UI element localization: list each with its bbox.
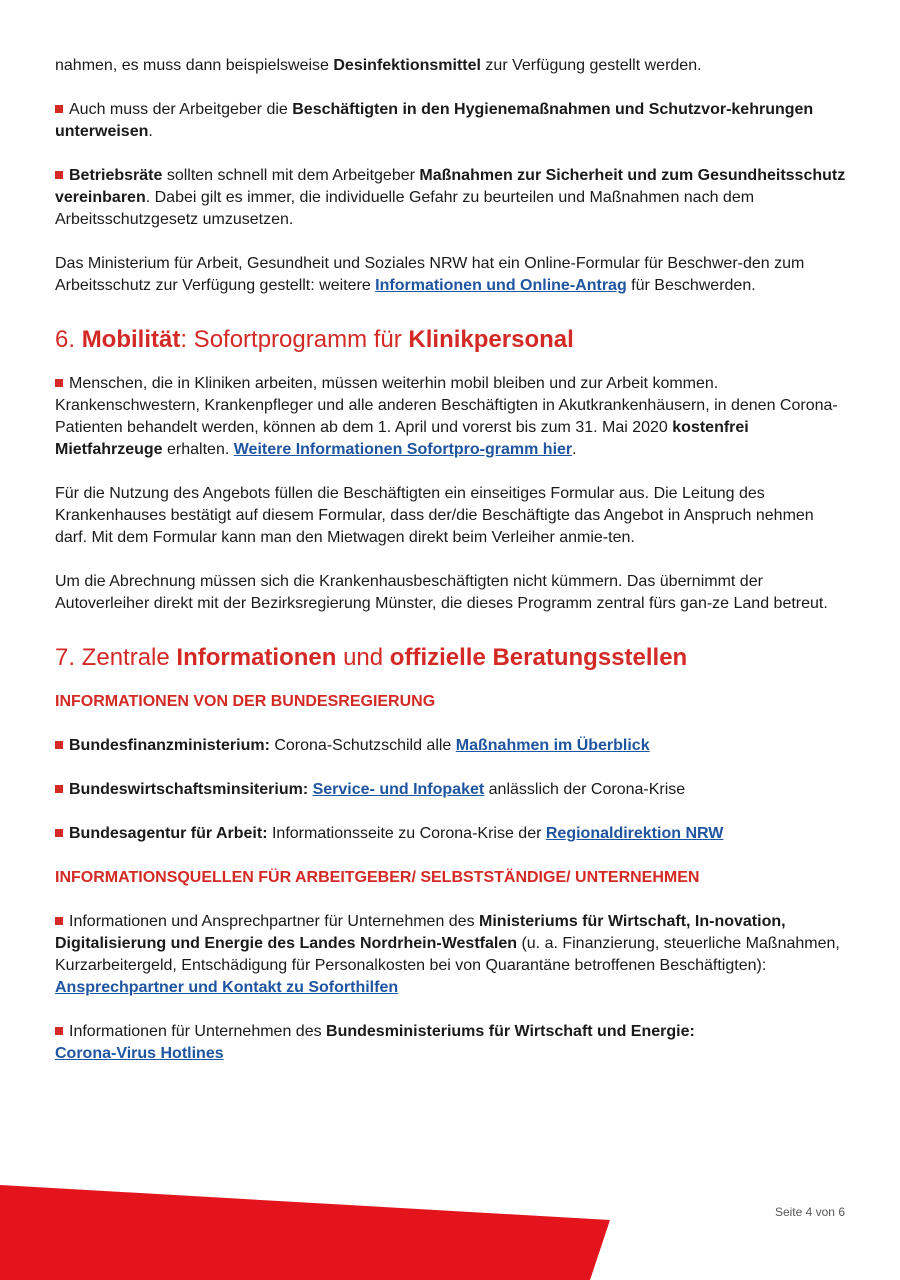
square-bullet-icon [55,105,63,113]
text: nahmen, es muss dann beispielsweise [55,57,334,74]
text: und [336,644,390,671]
bold-text: Mobilität [81,326,181,353]
text: Auch muss der Arbeitgeber die [69,101,293,118]
bullet-unterweisen [55,99,850,143]
infopaket-link[interactable]: Service- und Infopaket [312,781,485,798]
bold-text: Beschäftigten in den Hygienemaßnahmen und Schutzvor-kehrungen unterweisen [55,101,814,140]
text: zur Verfügung gestellt werden. [480,57,702,74]
text: (u. a. Finanzierung, steuerliche Maßnahmen, Kurzarbeitergeld, Entschädigung für Personalkosten bei von Quarantäne betroffenen Beschäftigten): [55,935,840,974]
square-bullet-icon [55,1027,63,1035]
square-bullet-icon [55,785,63,793]
bullet-betriebsraete [55,165,850,231]
online-antrag-link[interactable]: Informationen und Online-Antrag [375,277,627,294]
text: Informationen für Unternehmen des [69,1023,327,1040]
section-6-heading [55,325,850,355]
bold-text: Bundesagentur für Arbeit: [69,825,268,842]
bold-text: Maßnahmen zur Sicherheit und zum Gesundheitsschutz vereinbaren [55,167,846,206]
regionaldirektion-link[interactable]: Regionaldirektion NRW [545,825,724,842]
bold-text: Ministeriums für Wirtschaft, In-novation, Digitalisierung und Energie des Landes Nordrhein-Westfalen [55,913,786,952]
subheading-arbeitgeber: INFORMATIONSQUELLEN FÜR ARBEITGEBER/ SELBSTSTÄNDIGE/ UNTERNEHMEN [55,869,700,886]
bullet-bundeswirtschaftsministerium [55,779,850,801]
bold-text: Bundesfinanzministerium: [69,737,270,754]
text: Informationen und Ansprechpartner für Unternehmen des [69,913,480,930]
text: erhalten. [162,441,234,458]
text: Corona-Schutzschild alle [269,737,456,754]
bullet-bundesministerium-wirtschaft [55,1021,850,1065]
square-bullet-icon [55,171,63,179]
bold-text: kostenfrei Mietfahrzeuge [55,419,749,458]
paragraph-abrechnung: Um die Abrechnung müssen sich die Krankenhausbeschäftigten nicht kümmern. Das übernimmt der Autoverleiher direkt mit der Bezirksregierung Münster, die dieses Programm zentral fürs gan-ze Land betreut. [55,573,828,612]
text: 6. [55,326,82,353]
text: anlässlich der Corona-Krise [484,781,686,798]
bold-text: Informationen [176,644,337,671]
page-content [55,55,850,1065]
bullet-bundesagentur [55,823,850,845]
text: . [572,441,577,458]
text: Das Ministerium für Arbeit, Gesundheit und Soziales NRW hat ein Online-Formular für Beschwer-den zum Arbeitsschutz zur Verfügung gestellt: weitere [55,255,805,294]
bold-text: Desinfektionsmittel [333,57,481,74]
spacer [55,845,850,867]
bullet-ministerium-wirtschaft [55,911,850,999]
paragraph-formular: Für die Nutzung des Angebots füllen die Beschäftigten ein einseitiges Formular aus. Die Leitung des Krankenhauses bestätigt auf diesem Formular, dass der/die Beschäftigte das Angebot in Anspruch nehmen darf. Mit dem Formular kann man den Mietwagen direkt beim Verleiher anmie-ten. [55,485,814,546]
red-stripe-decoration [0,1180,620,1280]
text: Informationsseite zu Corona-Krise der [267,825,546,842]
bold-text: Bundeswirtschaftsminsiterium: [69,781,309,798]
bold-text: Betriebsräte [69,167,163,184]
massnahmen-link[interactable]: Maßnahmen im Überblick [455,737,650,754]
text: Menschen, die in Kliniken arbeiten, müssen weiterhin mobil bleiben und zur Arbeit kommen. Krankenschwestern, Krankenpfleger und alle anderen Beschäftigten in Akutkrankenhäusern, in denen Corona-Patienten behandelt werden, können ab dem 1. April und vorerst bis zum 31. Mai 2020 [55,375,838,436]
paragraph-desinfektion [55,55,850,77]
hotlines-link[interactable]: Corona-Virus Hotlines [55,1045,224,1062]
text: sollten schnell mit dem Arbeitgeber [162,167,420,184]
bullet-bundesfinanzministerium [55,735,850,757]
bullet-kliniken [55,373,850,461]
text: für Beschwerden. [626,277,756,294]
square-bullet-icon [55,917,63,925]
sofortprogramm-link[interactable]: Weitere Informationen Sofortpro-gramm hier [233,441,573,458]
bold-text: offizielle Beratungsstellen [389,644,688,671]
page-number: Seite 4 von 6 [774,1205,845,1219]
square-bullet-icon [55,379,63,387]
text: . [148,123,153,140]
text: 7. Zentrale [55,644,177,671]
square-bullet-icon [55,829,63,837]
bold-text: Bundesministeriums für Wirtschaft und Energie: [326,1023,695,1040]
paragraph-ministerium [55,253,850,297]
square-bullet-icon [55,741,63,749]
bold-text: Klinikpersonal [408,326,574,353]
text: : Sofortprogramm für [180,326,409,353]
soforthilfen-link[interactable]: Ansprechpartner und Kontakt zu Soforthilfen [55,979,399,996]
subheading-bundesregierung: INFORMATIONEN VON DER BUNDESREGIERUNG [55,693,436,710]
text: . Dabei gilt es immer, die individuelle Gefahr zu beurteilen und Maßnahmen nach dem Arbeitsschutzgesetz umzusetzen. [55,189,755,228]
section-7-heading [55,643,850,673]
